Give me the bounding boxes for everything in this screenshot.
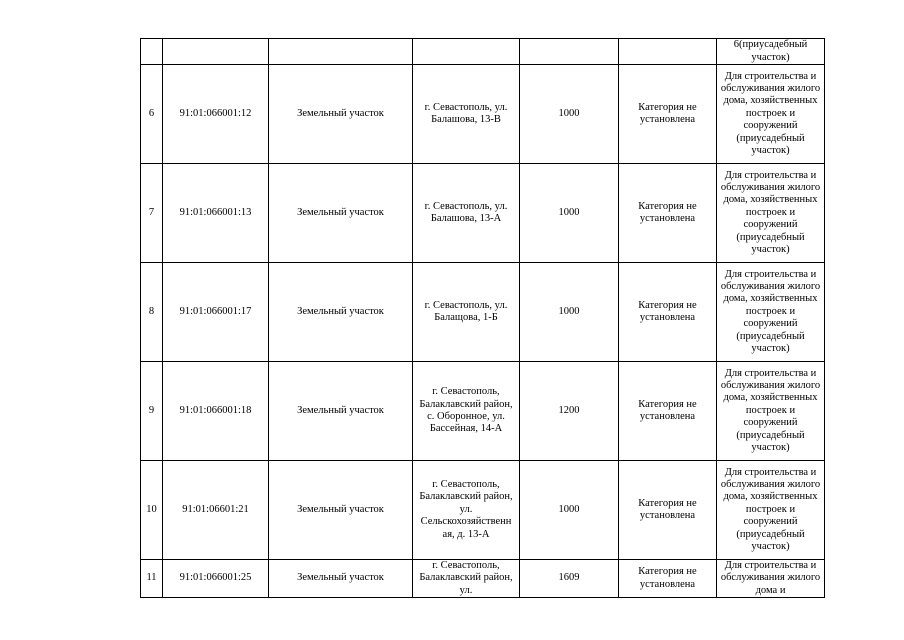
cell-permitted-use: Для строительства и обслуживания жилого дома, хозяйственных построек и сооружений (приусадебный участок) (717, 164, 825, 263)
cell-address: г. Севастополь, ул. Балашова, 13-А (413, 164, 520, 263)
cell-category (619, 39, 717, 65)
cell-cadastral: 91:01:066001:13 (163, 164, 269, 263)
cell-permitted-use: Для строительства и обслуживания жилого дома, хозяйственных построек и сооружений (приусадебный участок) (717, 65, 825, 164)
table-row (141, 65, 825, 164)
cell-category: Категория не установлена (619, 560, 717, 598)
cell-cadastral: 91:01:066001:12 (163, 65, 269, 164)
cell-permitted-use: Для строительства и обслуживания жилого дома и (717, 560, 825, 598)
cell-address: г. Севастополь, ул. Балащова, 1-Б (413, 263, 520, 362)
cell-number: 6 (141, 65, 163, 164)
cell-category: Категория не установлена (619, 461, 717, 560)
cell-cadastral (163, 39, 269, 65)
cell-category: Категория не установлена (619, 164, 717, 263)
cell-permitted-use: Для строительства и обслуживания жилого дома, хозяйственных построек и сооружений (приусадебный участок) (717, 263, 825, 362)
cell-cadastral: 91:01:066001:17 (163, 263, 269, 362)
cell-permitted-use: Для строительства и обслуживания жилого дома, хозяйственных построек и сооружений (приусадебный участок) (717, 461, 825, 560)
cell-type: Земельный участок (269, 461, 413, 560)
cell-number (141, 39, 163, 65)
cell-category: Категория не установлена (619, 263, 717, 362)
cell-type: Земельный участок (269, 560, 413, 598)
cell-area: 1000 (520, 263, 619, 362)
table-row-continued (141, 39, 825, 65)
cell-cadastral: 91:01:06601:21 (163, 461, 269, 560)
cell-address: г. Севастополь, Балаклавский район, ул. (413, 560, 520, 598)
table-row (141, 263, 825, 362)
cell-area: 1000 (520, 461, 619, 560)
cell-type: Земельный участок (269, 65, 413, 164)
cell-number: 8 (141, 263, 163, 362)
cell-area: 1609 (520, 560, 619, 598)
table-row (141, 362, 825, 461)
cell-number: 7 (141, 164, 163, 263)
cell-category: Категория не установлена (619, 65, 717, 164)
cell-type: Земельный участок (269, 164, 413, 263)
cell-cadastral: 91:01:066001:18 (163, 362, 269, 461)
cell-cadastral: 91:01:066001:25 (163, 560, 269, 598)
cell-category: Категория не установлена (619, 362, 717, 461)
cell-area (520, 39, 619, 65)
cell-type: Земельный участок (269, 263, 413, 362)
land-register-table (140, 38, 825, 598)
cell-address (413, 39, 520, 65)
cell-type: Земельный участок (269, 362, 413, 461)
cell-area: 1000 (520, 65, 619, 164)
cell-address: г. Севастополь, Балаклавский район, ул. Сельскохозяйственн ая, д. 13-А (413, 461, 520, 560)
cell-permitted-use: Для строительства и обслуживания жилого дома, хозяйственных построек и сооружений (приусадебный участок) (717, 362, 825, 461)
table-row (141, 164, 825, 263)
cell-area: 1000 (520, 164, 619, 263)
table-row-cut (141, 560, 825, 598)
cell-address: г. Севастополь, ул. Балашова, 13-В (413, 65, 520, 164)
cell-number: 10 (141, 461, 163, 560)
cell-number: 11 (141, 560, 163, 598)
table-body (141, 39, 825, 598)
cell-permitted-use: 6(приусадебный участок) (717, 39, 825, 65)
cell-address: г. Севастополь, Балаклавский район, с. Оборонное, ул. Бассейная, 14-А (413, 362, 520, 461)
table-row (141, 461, 825, 560)
cell-number: 9 (141, 362, 163, 461)
cell-type (269, 39, 413, 65)
cell-area: 1200 (520, 362, 619, 461)
